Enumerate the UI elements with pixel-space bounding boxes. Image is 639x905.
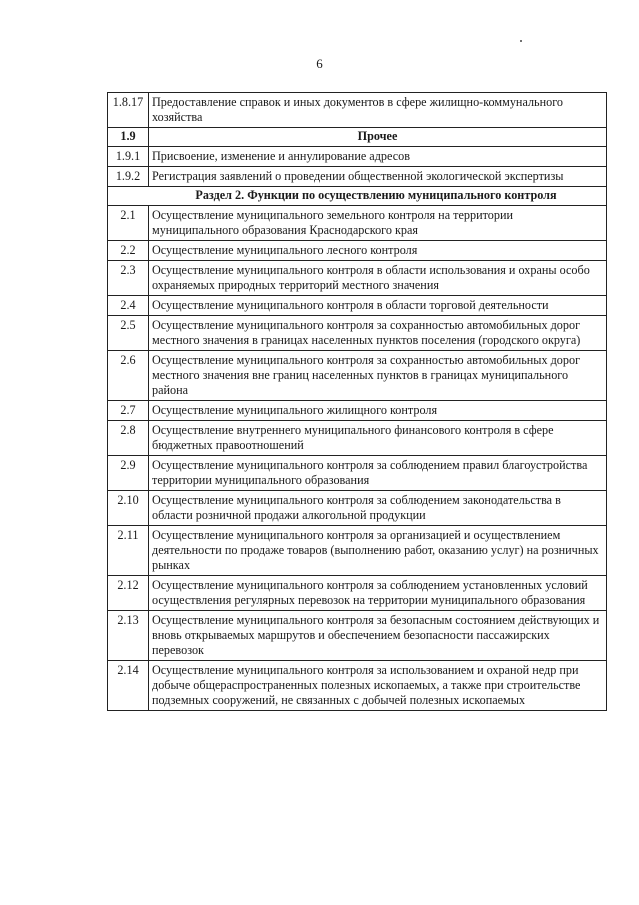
row-text: Осуществление муниципального контроля за соблюдением правил благоустройства территории муниципального образования [149, 456, 607, 491]
row-number: 2.8 [108, 421, 149, 456]
table-row [108, 167, 607, 187]
functions-table [107, 92, 607, 711]
row-text: Осуществление муниципального контроля за сохранностью автомобильных дорог местного значения в границах населенных пунктов поселения (городского округа) [149, 316, 607, 351]
table-row [108, 241, 607, 261]
row-number: 2.12 [108, 576, 149, 611]
scan-speck [520, 40, 522, 42]
page-number: 6 [316, 56, 323, 71]
section-number: 1.9 [108, 128, 149, 147]
table-row [108, 296, 607, 316]
row-text: Регистрация заявлений о проведении общественной экологической экспертизы [149, 167, 607, 187]
row-text: Осуществление муниципального контроля за соблюдением установленных условий осуществления регулярных перевозок на территории муниципального образования [149, 576, 607, 611]
row-number: 2.2 [108, 241, 149, 261]
row-number: 2.14 [108, 661, 149, 711]
table-row [108, 576, 607, 611]
row-number: 2.9 [108, 456, 149, 491]
table-row [108, 456, 607, 491]
row-number: 2.3 [108, 261, 149, 296]
row-number: 1.9.2 [108, 167, 149, 187]
row-number: 2.11 [108, 526, 149, 576]
table-row [108, 206, 607, 241]
row-text: Осуществление муниципального контроля за использованием и охраной недр при добыче общераспространенных полезных ископаемых, а также при строительстве подземных сооружений, не связанных с добычей полезных ископаемых [149, 661, 607, 711]
row-text: Осуществление муниципального контроля за безопасным состоянием действующих и вновь открываемых маршрутов и обеспечением безопасности пассажирских перевозок [149, 611, 607, 661]
table-row [108, 611, 607, 661]
row-number: 2.1 [108, 206, 149, 241]
row-text: Осуществление муниципального контроля за организацией и осуществлением деятельности по продаже товаров (выполнению работ, оказанию услуг) на розничных рынках [149, 526, 607, 576]
row-number: 2.4 [108, 296, 149, 316]
row-number: 2.13 [108, 611, 149, 661]
row-number: 2.7 [108, 401, 149, 421]
row-number: 2.6 [108, 351, 149, 401]
table-row [108, 147, 607, 167]
row-text: Осуществление муниципального контроля за соблюдением законодательства в области розничной продажи алкогольной продукции [149, 491, 607, 526]
part-title: Раздел 2. Функции по осуществлению муниципального контроля [108, 187, 607, 206]
row-text: Осуществление муниципального земельного контроля на территории муниципального образования Краснодарского края [149, 206, 607, 241]
row-number: 2.5 [108, 316, 149, 351]
row-text: Осуществление внутреннего муниципального финансового контроля в сфере бюджетных правоотношений [149, 421, 607, 456]
row-text: Предоставление справок и иных документов в сфере жилищно-коммунального хозяйства [149, 93, 607, 128]
table-row [108, 491, 607, 526]
row-number: 1.9.1 [108, 147, 149, 167]
row-text: Осуществление муниципального лесного контроля [149, 241, 607, 261]
row-text: Осуществление муниципального контроля в области использования и охраны особо охраняемых природных территорий местного значения [149, 261, 607, 296]
table-row [108, 316, 607, 351]
section-header-row [108, 128, 607, 147]
section-title: Прочее [149, 128, 607, 147]
table-row [108, 661, 607, 711]
row-text: Осуществление муниципального контроля в области торговой деятельности [149, 296, 607, 316]
part-header-row [108, 187, 607, 206]
row-text: Осуществление муниципального жилищного контроля [149, 401, 607, 421]
table-row [108, 526, 607, 576]
table-row [108, 93, 607, 128]
row-text: Осуществление муниципального контроля за сохранностью автомобильных дорог местного значения вне границ населенных пунктов в границах муниципального района [149, 351, 607, 401]
table-row [108, 421, 607, 456]
table-row [108, 401, 607, 421]
table-row [108, 351, 607, 401]
row-text: Присвоение, изменение и аннулирование адресов [149, 147, 607, 167]
row-number: 1.8.17 [108, 93, 149, 128]
table-row [108, 261, 607, 296]
row-number: 2.10 [108, 491, 149, 526]
